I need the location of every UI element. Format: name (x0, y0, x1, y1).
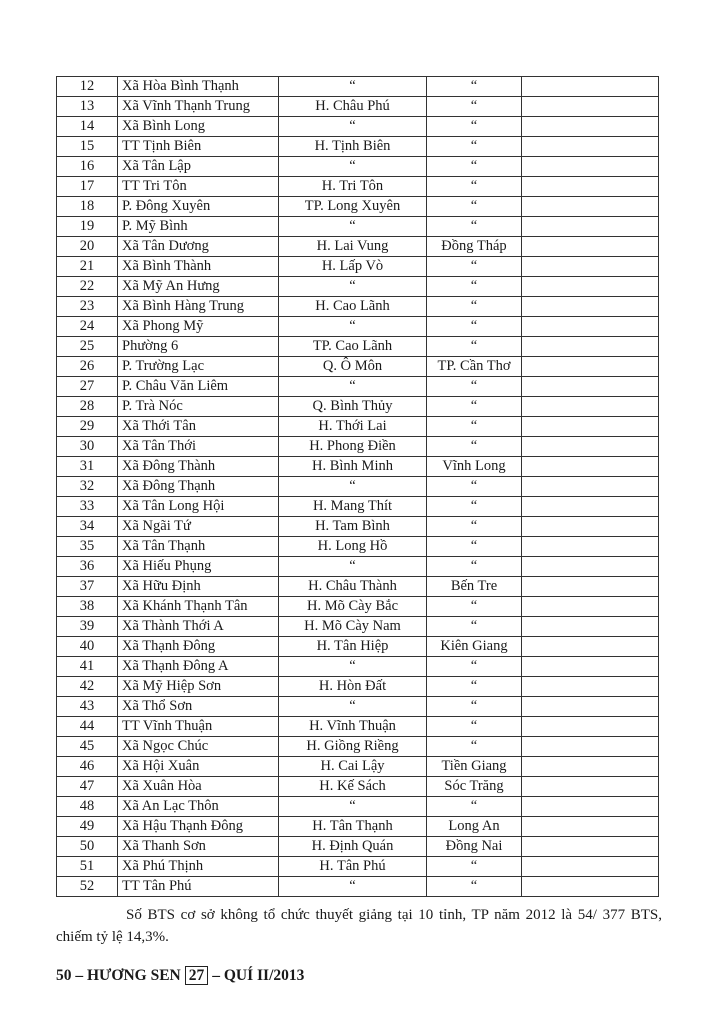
province-cell: Tiền Giang (427, 757, 522, 777)
note-cell (522, 217, 659, 237)
row-number-cell: 29 (57, 417, 118, 437)
province-cell: “ (427, 717, 522, 737)
province-cell: TP. Cần Thơ (427, 357, 522, 377)
province-cell: “ (427, 157, 522, 177)
note-cell (522, 657, 659, 677)
issue-number-box: 27 (185, 966, 209, 985)
district-cell: Q. Bình Thủy (279, 397, 427, 417)
commune-name-cell: TT Vĩnh Thuận (118, 717, 279, 737)
province-cell: “ (427, 657, 522, 677)
note-cell (522, 457, 659, 477)
province-cell: “ (427, 177, 522, 197)
commune-name-cell: Xã Bình Hàng Trung (118, 297, 279, 317)
row-number-cell: 50 (57, 837, 118, 857)
journal-name: HƯƠNG SEN (87, 966, 181, 984)
district-cell: H. Giồng Riềng (279, 737, 427, 757)
district-cell: “ (279, 157, 427, 177)
row-number-cell: 36 (57, 557, 118, 577)
row-number-cell: 24 (57, 317, 118, 337)
district-cell: H. Tri Tôn (279, 177, 427, 197)
commune-name-cell: Phường 6 (118, 337, 279, 357)
table-row (57, 217, 659, 237)
publication-period: QUÍ II/2013 (223, 966, 305, 984)
district-cell: H. Lấp Vò (279, 257, 427, 277)
commune-name-cell: Xã Mỹ Hiệp Sơn (118, 677, 279, 697)
table-row (57, 177, 659, 197)
district-cell: H. Châu Thành (279, 577, 427, 597)
table-row (57, 137, 659, 157)
note-cell (522, 497, 659, 517)
row-number-cell: 38 (57, 597, 118, 617)
footer-dash-2: – (212, 966, 220, 984)
row-number-cell: 44 (57, 717, 118, 737)
summary-paragraph: Số BTS cơ sở không tổ chức thuyết giảng tại 10 tỉnh, TP năm 2012 là 54/ 377 BTS, chiếm tỷ lệ 14,3%. (56, 907, 662, 945)
row-number-cell: 39 (57, 617, 118, 637)
province-cell: “ (427, 397, 522, 417)
district-cell: H. Cao Lãnh (279, 297, 427, 317)
row-number-cell: 48 (57, 797, 118, 817)
district-cell: TP. Long Xuyên (279, 197, 427, 217)
province-cell: Sóc Trăng (427, 777, 522, 797)
page-number: 50 (56, 966, 72, 984)
province-cell: “ (427, 517, 522, 537)
note-cell (522, 817, 659, 837)
note-cell (522, 577, 659, 597)
commune-name-cell: Xã Xuân Hòa (118, 777, 279, 797)
row-number-cell: 15 (57, 137, 118, 157)
row-number-cell: 34 (57, 517, 118, 537)
note-cell (522, 757, 659, 777)
district-cell: “ (279, 217, 427, 237)
note-cell (522, 97, 659, 117)
table-row (57, 617, 659, 637)
row-number-cell: 42 (57, 677, 118, 697)
row-number-cell: 18 (57, 197, 118, 217)
table-row (57, 77, 659, 97)
note-cell (522, 397, 659, 417)
row-number-cell: 33 (57, 497, 118, 517)
province-cell: Vĩnh Long (427, 457, 522, 477)
table-row (57, 797, 659, 817)
province-cell: “ (427, 377, 522, 397)
district-cell: “ (279, 657, 427, 677)
table-row (57, 237, 659, 257)
province-cell: “ (427, 317, 522, 337)
commune-name-cell: Xã An Lạc Thôn (118, 797, 279, 817)
district-cell: “ (279, 77, 427, 97)
province-cell: “ (427, 297, 522, 317)
district-cell: H. Hòn Đất (279, 677, 427, 697)
province-cell: “ (427, 857, 522, 877)
row-number-cell: 14 (57, 117, 118, 137)
row-number-cell: 35 (57, 537, 118, 557)
table-row (57, 117, 659, 137)
note-cell (522, 117, 659, 137)
commune-name-cell: Xã Khánh Thạnh Tân (118, 597, 279, 617)
row-number-cell: 19 (57, 217, 118, 237)
commune-name-cell: TT Tân Phú (118, 877, 279, 897)
district-cell: H. Cai Lậy (279, 757, 427, 777)
province-cell: “ (427, 77, 522, 97)
table-row (57, 677, 659, 697)
row-number-cell: 25 (57, 337, 118, 357)
district-cell: TP. Cao Lãnh (279, 337, 427, 357)
note-cell (522, 197, 659, 217)
commune-name-cell: Xã Đông Thạnh (118, 477, 279, 497)
row-number-cell: 43 (57, 697, 118, 717)
footer-dash-1: – (75, 966, 84, 984)
row-number-cell: 52 (57, 877, 118, 897)
table-row (57, 697, 659, 717)
commune-name-cell: Xã Phú Thịnh (118, 857, 279, 877)
table-row (57, 197, 659, 217)
district-cell: H. Tân Phú (279, 857, 427, 877)
note-cell (522, 777, 659, 797)
commune-name-cell: P. Trà Nóc (118, 397, 279, 417)
note-cell (522, 857, 659, 877)
row-number-cell: 32 (57, 477, 118, 497)
district-cell: H. Long Hồ (279, 537, 427, 557)
district-cell: “ (279, 277, 427, 297)
note-cell (522, 637, 659, 657)
district-cell: H. Mõ Cày Nam (279, 617, 427, 637)
note-cell (522, 797, 659, 817)
district-cell: “ (279, 377, 427, 397)
table-row (57, 857, 659, 877)
note-cell (522, 257, 659, 277)
table-row (57, 257, 659, 277)
province-cell: Kiên Giang (427, 637, 522, 657)
note-cell (522, 617, 659, 637)
table-row (57, 837, 659, 857)
province-cell: “ (427, 137, 522, 157)
commune-name-cell: Xã Bình Thành (118, 257, 279, 277)
row-number-cell: 22 (57, 277, 118, 297)
row-number-cell: 45 (57, 737, 118, 757)
district-cell: H. Mõ Cày Bắc (279, 597, 427, 617)
province-cell: “ (427, 737, 522, 757)
table-row (57, 337, 659, 357)
province-cell: “ (427, 337, 522, 357)
district-cell: H. Tân Hiệp (279, 637, 427, 657)
note-cell (522, 77, 659, 97)
commune-name-cell: Xã Ngãi Tứ (118, 517, 279, 537)
district-cell: H. Thới Lai (279, 417, 427, 437)
commune-name-cell: TT Tri Tôn (118, 177, 279, 197)
table-row (57, 757, 659, 777)
commune-name-cell: Xã Thạnh Đông A (118, 657, 279, 677)
table-row (57, 417, 659, 437)
province-cell: “ (427, 97, 522, 117)
district-cell: “ (279, 317, 427, 337)
commune-name-cell: P. Mỹ Bình (118, 217, 279, 237)
note-cell (522, 697, 659, 717)
commune-name-cell: Xã Hội Xuân (118, 757, 279, 777)
province-cell: “ (427, 877, 522, 897)
table-row (57, 557, 659, 577)
table-row (57, 397, 659, 417)
commune-name-cell: Xã Đông Thành (118, 457, 279, 477)
commune-name-cell: Xã Tân Long Hội (118, 497, 279, 517)
table-row (57, 657, 659, 677)
province-cell: “ (427, 557, 522, 577)
row-number-cell: 49 (57, 817, 118, 837)
note-cell (522, 157, 659, 177)
province-cell: “ (427, 257, 522, 277)
row-number-cell: 31 (57, 457, 118, 477)
district-cell: “ (279, 557, 427, 577)
province-cell: “ (427, 617, 522, 637)
province-cell: “ (427, 417, 522, 437)
province-cell: Đồng Nai (427, 837, 522, 857)
table-row (57, 297, 659, 317)
commune-name-cell: Xã Tân Lập (118, 157, 279, 177)
commune-name-cell: Xã Tân Dương (118, 237, 279, 257)
row-number-cell: 20 (57, 237, 118, 257)
note-cell (522, 717, 659, 737)
note-cell (522, 537, 659, 557)
note-cell (522, 237, 659, 257)
district-cell: “ (279, 877, 427, 897)
commune-name-cell: Xã Tân Thới (118, 437, 279, 457)
table-row (57, 737, 659, 757)
note-cell (522, 437, 659, 457)
table-row (57, 597, 659, 617)
table-row (57, 817, 659, 837)
commune-name-cell: Xã Hòa Bình Thạnh (118, 77, 279, 97)
table-row (57, 637, 659, 657)
note-cell (522, 557, 659, 577)
row-number-cell: 27 (57, 377, 118, 397)
note-cell (522, 357, 659, 377)
commune-name-cell: Xã Thới Tân (118, 417, 279, 437)
province-cell: “ (427, 217, 522, 237)
note-cell (522, 377, 659, 397)
district-cell: H. Châu Phú (279, 97, 427, 117)
commune-name-cell: Xã Hiếu Phụng (118, 557, 279, 577)
table-row (57, 537, 659, 557)
commune-name-cell: Xã Vĩnh Thạnh Trung (118, 97, 279, 117)
note-cell (522, 137, 659, 157)
table-row (57, 277, 659, 297)
note-cell (522, 337, 659, 357)
row-number-cell: 17 (57, 177, 118, 197)
province-cell: Long An (427, 817, 522, 837)
note-cell (522, 597, 659, 617)
table-row (57, 377, 659, 397)
row-number-cell: 47 (57, 777, 118, 797)
district-cell: H. Mang Thít (279, 497, 427, 517)
district-cell: “ (279, 117, 427, 137)
commune-name-cell: Xã Bình Long (118, 117, 279, 137)
location-table (56, 76, 659, 897)
commune-name-cell: Xã Tân Thạnh (118, 537, 279, 557)
table-row (57, 577, 659, 597)
province-cell: “ (427, 697, 522, 717)
table-row (57, 877, 659, 897)
district-cell: Q. Ô Môn (279, 357, 427, 377)
table-body (57, 77, 659, 897)
row-number-cell: 12 (57, 77, 118, 97)
note-cell (522, 877, 659, 897)
commune-name-cell: Xã Thổ Sơn (118, 697, 279, 717)
row-number-cell: 26 (57, 357, 118, 377)
page-footer (56, 966, 304, 985)
province-cell: “ (427, 597, 522, 617)
note-cell (522, 837, 659, 857)
district-cell: H. Tam Bình (279, 517, 427, 537)
district-cell: H. Phong Điền (279, 437, 427, 457)
table-row (57, 437, 659, 457)
commune-name-cell: P. Trường Lạc (118, 357, 279, 377)
province-cell: “ (427, 537, 522, 557)
note-cell (522, 477, 659, 497)
commune-name-cell: P. Đông Xuyên (118, 197, 279, 217)
province-cell: “ (427, 497, 522, 517)
row-number-cell: 13 (57, 97, 118, 117)
commune-name-cell: Xã Hữu Định (118, 577, 279, 597)
district-cell: “ (279, 697, 427, 717)
district-cell: H. Định Quán (279, 837, 427, 857)
district-cell: “ (279, 477, 427, 497)
note-cell (522, 517, 659, 537)
district-cell: H. Bình Minh (279, 457, 427, 477)
commune-name-cell: Xã Thạnh Đông (118, 637, 279, 657)
table-row (57, 357, 659, 377)
district-cell: H. Lai Vung (279, 237, 427, 257)
table-row (57, 717, 659, 737)
note-cell (522, 317, 659, 337)
row-number-cell: 23 (57, 297, 118, 317)
note-cell (522, 417, 659, 437)
table-row (57, 777, 659, 797)
province-cell: “ (427, 117, 522, 137)
row-number-cell: 16 (57, 157, 118, 177)
commune-name-cell: Xã Thành Thới A (118, 617, 279, 637)
table-row (57, 457, 659, 477)
commune-name-cell: TT Tịnh Biên (118, 137, 279, 157)
row-number-cell: 30 (57, 437, 118, 457)
district-cell: H. Tân Thạnh (279, 817, 427, 837)
row-number-cell: 41 (57, 657, 118, 677)
district-cell: H. Kế Sách (279, 777, 427, 797)
district-cell: “ (279, 797, 427, 817)
note-cell (522, 177, 659, 197)
province-cell: “ (427, 197, 522, 217)
province-cell: “ (427, 677, 522, 697)
note-cell (522, 277, 659, 297)
row-number-cell: 21 (57, 257, 118, 277)
note-cell (522, 297, 659, 317)
table-row (57, 157, 659, 177)
commune-name-cell: Xã Ngọc Chúc (118, 737, 279, 757)
district-cell: H. Tịnh Biên (279, 137, 427, 157)
commune-name-cell: Xã Hậu Thạnh Đông (118, 817, 279, 837)
commune-name-cell: Xã Phong Mỹ (118, 317, 279, 337)
table-row (57, 477, 659, 497)
province-cell: Bến Tre (427, 577, 522, 597)
table-row (57, 497, 659, 517)
row-number-cell: 40 (57, 637, 118, 657)
row-number-cell: 28 (57, 397, 118, 417)
table-row (57, 317, 659, 337)
commune-name-cell: Xã Mỹ An Hưng (118, 277, 279, 297)
district-cell: H. Vĩnh Thuận (279, 717, 427, 737)
note-cell (522, 677, 659, 697)
row-number-cell: 37 (57, 577, 118, 597)
note-cell (522, 737, 659, 757)
table-row (57, 97, 659, 117)
commune-name-cell: Xã Thanh Sơn (118, 837, 279, 857)
province-cell: “ (427, 437, 522, 457)
table-row (57, 517, 659, 537)
row-number-cell: 46 (57, 757, 118, 777)
province-cell: “ (427, 477, 522, 497)
province-cell: Đồng Tháp (427, 237, 522, 257)
province-cell: “ (427, 277, 522, 297)
commune-name-cell: P. Châu Văn Liêm (118, 377, 279, 397)
province-cell: “ (427, 797, 522, 817)
row-number-cell: 51 (57, 857, 118, 877)
